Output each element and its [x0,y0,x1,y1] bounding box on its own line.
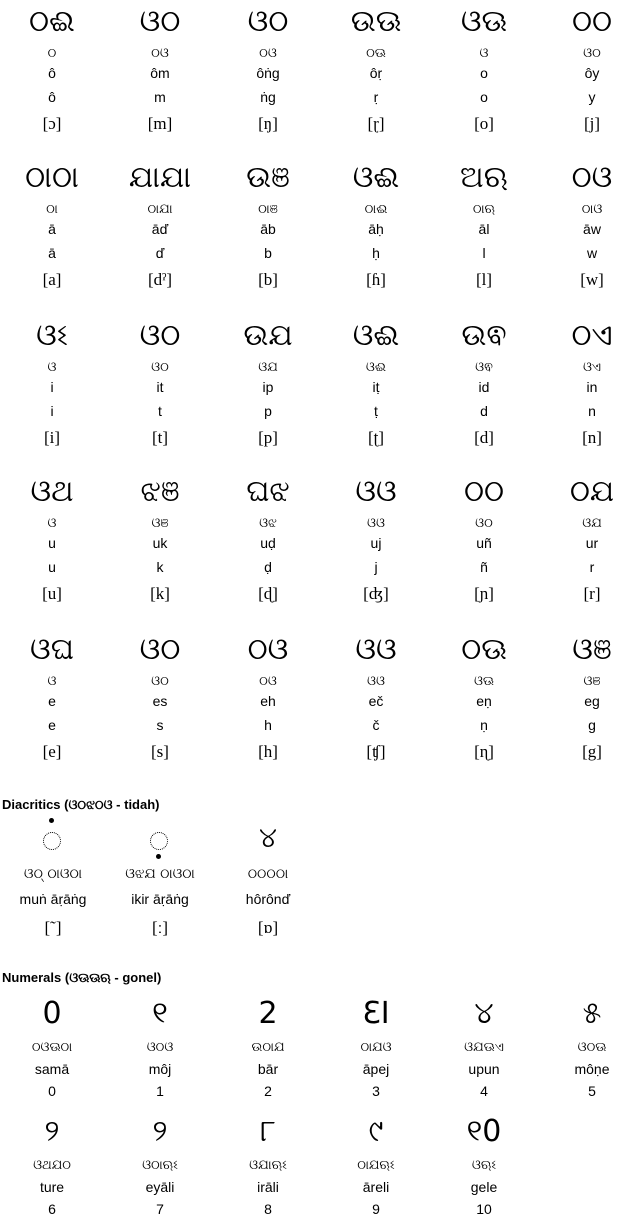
letter-romanization: ḥ [372,245,380,261]
diacritic-word: ଓଠ୍ ଠାଓଠା [23,866,83,882]
letter-transliteration: āď [151,221,169,237]
letter-ipa: [ɽ] [367,114,385,133]
letter-transliteration: it [156,379,164,395]
letter-transliteration: es [152,693,168,709]
numeral-romanization: upun [468,1061,500,1077]
numeral-glyph: ୧0 [466,1114,502,1149]
letter-combined-glyph: ଓଊ [473,674,495,689]
letter-combined-glyph: ଓ [47,516,57,531]
letter-romanization: s [156,717,164,733]
letter-transliteration: eṇ [476,693,492,709]
letter-transliteration: eh [260,693,276,709]
letter-combined-glyph: ଓଠ [583,46,601,61]
letter-combined-glyph: ଠଓ [259,46,277,61]
letter-transliteration: ôy [584,65,600,81]
letter-combined-glyph: ଓଝ [259,516,277,531]
letter-ipa: [k] [150,584,170,603]
numeral-word: ଠାଯଓ [360,1040,392,1055]
letter-transliteration: iṭ [372,379,380,395]
letter-ipa: [h] [258,742,278,761]
letter-glyph: ଓଽ [36,318,68,353]
dotted-circle-mark [43,832,61,850]
numeral-romanization: irāli [257,1179,279,1195]
diacritic-glyph: ୪ [259,821,277,854]
numeral-glyph: 2 [258,996,278,1031]
numeral-word: ଓଥଯଠ [33,1158,71,1173]
letter-ipa: [b] [258,270,278,289]
letter-transliteration: ô [48,65,56,81]
letter-romanization: r [589,559,595,575]
letter-romanization: l [482,245,486,261]
letter-transliteration: i [50,379,54,395]
letter-glyph: ଅଋ [460,160,508,195]
letter-ipa: [ɦ] [366,270,386,289]
diacritic-ipa: [ɒ] [257,918,279,937]
letter-glyph: ଓଊ [460,4,508,39]
letter-romanization: n [588,403,596,419]
numeral-glyph: 0 [42,996,62,1031]
letter-glyph: ଓଞ [572,632,612,667]
numeral-value: 8 [264,1201,272,1217]
diacritic-nukta [105,816,215,946]
numerals-title: Numerals (ଓଊଊଋ - gonel) [2,970,162,985]
letter-ipa: [ɲ] [474,584,494,603]
letter-transliteration: āb [260,221,276,237]
letter-transliteration: eg [584,693,600,709]
letter-glyph: ଓଓ [355,474,397,509]
letter-transliteration: ôṛ [369,65,383,81]
numeral-word: ଉଠାଯ [251,1040,285,1055]
letter-romanization: d [480,403,488,419]
numeral-glyph: ୪ [474,996,494,1031]
letter-ipa: [a] [42,270,62,289]
letter-ipa: [ɳ] [474,742,494,761]
numeral-word: ଓଠାଋଽ [142,1158,178,1173]
letter-romanization: i [50,403,54,419]
numeral-glyph: ୨ [152,1114,168,1149]
letter-combined-glyph: ଓ [47,674,57,689]
letter-ipa: [t] [151,428,169,447]
letter-transliteration: ôṅg [256,65,280,81]
numeral-value: 5 [588,1083,596,1099]
letter-romanization: ṇ [480,717,488,733]
letter-glyph: ଓଘ [30,632,74,667]
letter-romanization: ā [48,245,56,261]
numeral-word: ଠଓଊଠା [31,1040,73,1055]
letter-romanization: ṅg [260,89,276,105]
letter-ipa: [w] [580,270,604,289]
letter-combined-glyph: ଠଊ [366,46,386,61]
letter-transliteration: ip [262,379,274,395]
letter-glyph: ଯାଯା [128,160,192,195]
numeral-value: 9 [372,1201,380,1217]
letter-combined-glyph: ଠା [46,202,58,217]
numeral-glyph: ୨ [44,1114,60,1149]
letter-transliteration: e [48,693,56,709]
letter-combined-glyph: ଓଵ [475,360,493,375]
letter-ipa: [ɖ] [258,584,278,603]
dot-below-mark [156,854,161,859]
numeral-romanization: samā [34,1061,70,1077]
letter-combined-glyph: ଓଠ [475,516,493,531]
letter-glyph: ଓଥ [30,474,74,509]
letter-glyph: ଠଠ [571,4,613,39]
letter-transliteration: id [478,379,490,395]
letter-combined-glyph: ଠଓ [259,674,277,689]
letter-romanization: ď [155,245,165,261]
letter-combined-glyph: ଠାଓ [581,202,603,217]
diacritic-romanization: hôrônď [245,891,291,907]
letter-romanization: ô [48,89,56,105]
letter-combined-glyph: ଠଓ [151,46,169,61]
letter-transliteration: uk [152,535,168,551]
numeral-romanization: ture [39,1179,65,1195]
letter-glyph: ଠଈ [29,4,75,39]
letter-ipa: [ʈ] [367,428,385,447]
letter-romanization: t [158,403,162,419]
letter-transliteration: ur [585,535,599,551]
letter-romanization: e [48,717,56,733]
letter-transliteration: u [48,535,56,551]
letter-transliteration: uḍ [260,535,276,551]
letter-glyph: ଓଈ [352,318,400,353]
letter-combined-glyph: ଠାଈ [364,202,388,217]
letter-glyph: ଘଝ [246,474,290,509]
letter-ipa: [o] [474,114,494,133]
letter-combined-glyph: ଓଞ [151,516,169,531]
letter-combined-glyph: ଠାଯା [147,202,173,217]
numeral-romanization: môj [148,1061,172,1077]
diacritic-word: ଠଠଠଠା [247,866,289,882]
letter-transliteration: eč [368,693,384,709]
numeral-romanization: āreli [362,1179,390,1195]
numeral-word: ଓଯଊଏ [464,1040,504,1055]
numeral-romanization: bār [257,1061,279,1077]
letter-ipa: [p] [258,428,278,447]
numeral-value: 2 [264,1083,272,1099]
diacritics-title: Diacritics (ଓଠଝଠଓ - tidah) [2,797,160,812]
letter-ipa: [ʧ] [366,742,386,761]
letter-combined-glyph: ଠାଞ [258,202,278,217]
diacritic-anusvara [0,816,108,946]
diacritic-romanization: muṅ āṛāṅg [19,891,87,907]
numeral-romanization: eyāli [145,1179,175,1195]
letter-glyph: ଓଈ [352,160,400,195]
letter-glyph: ଠଓ [247,632,289,667]
letter-combined-glyph: ଠାଋ [472,202,496,217]
letter-combined-glyph: ଓଓ [367,674,385,689]
letter-combined-glyph: ଓଠ [151,360,169,375]
letter-transliteration: ôm [150,65,170,81]
numeral-word: ଓଯାଋଽ [249,1158,287,1173]
dot-above-mark [49,818,54,823]
numeral-word: ଓଠଊ [577,1040,607,1055]
numeral-glyph: ୧ [152,996,168,1031]
numeral-romanization: gele [470,1179,498,1195]
letter-romanization: b [264,245,272,261]
letter-combined-glyph: ଓ [47,360,57,375]
letter-transliteration: āl [478,221,490,237]
letter-romanization: w [586,245,598,261]
numeral-romanization: āpej [362,1061,390,1077]
letter-ipa: [g] [582,742,602,761]
letter-glyph: ଉଊ [350,4,402,39]
letter-romanization: j [374,559,378,575]
numeral-value: 7 [156,1201,164,1217]
letter-ipa: [ɔ] [42,114,62,133]
letter-romanization: h [264,717,272,733]
letter-combined-glyph: ଓଓ [367,516,385,531]
dotted-circle-mark [150,832,168,850]
letter-romanization: ṭ [374,403,378,419]
numeral-glyph: ୫ [582,996,602,1031]
numeral-romanization: môṇe [574,1061,610,1077]
letter-ipa: [n] [582,428,602,447]
numeral-value: 1 [156,1083,164,1099]
letter-transliteration: āḥ [368,221,384,237]
numeral-glyph: ୯ [368,1114,384,1149]
diacritic-word: ଓଝଯ ଠାଓଠା [125,866,195,882]
letter-transliteration: uj [370,535,382,551]
letter-glyph: ଠଏ [571,318,613,353]
letter-glyph: ଓଓ [355,632,397,667]
letter-transliteration: in [586,379,598,395]
letter-ipa: [j] [583,114,601,133]
letter-glyph: ଉଯ [243,318,293,353]
letter-romanization: ḍ [264,559,272,575]
letter-glyph: ଠଊ [461,632,507,667]
letter-ipa: [ŋ] [258,114,278,133]
letter-ipa: [s] [151,742,169,761]
letter-romanization: k [156,559,164,575]
letter-ipa: [m] [147,114,173,133]
numeral-value: 3 [372,1083,380,1099]
letter-glyph: ଓଠ [247,4,289,39]
diacritic-vowel-mark [213,816,323,946]
letter-romanization: p [264,403,272,419]
letter-glyph: ଉଵ [461,318,507,353]
letter-transliteration: ā [48,221,56,237]
letter-glyph: ଉଞ [246,160,290,195]
letter-combined-glyph: ଓଯ [582,516,602,531]
numeral-word: ଓଠଓ [146,1040,174,1055]
letter-glyph: ଝଞ [140,474,180,509]
letter-combined-glyph: ଓଯ [258,360,278,375]
letter-combined-glyph: ଓଞ [583,674,601,689]
letter-ipa: [l] [475,270,493,289]
letter-ipa: [ʤ] [363,584,389,603]
letter-ipa: [dˀ] [147,270,173,289]
letter-romanization: o [480,89,488,105]
letter-combined-glyph: ଠ [47,46,57,61]
diacritic-ipa: [˜] [44,918,62,937]
letter-ipa: [d] [474,428,494,447]
letter-romanization: ṛ [373,89,379,105]
letter-combined-glyph: ଓଈ [365,360,387,375]
letter-romanization: č [372,717,380,733]
letter-romanization: y [588,89,596,105]
letter-combined-glyph: ଓଏ [582,360,602,375]
letter-ipa: [u] [42,584,62,603]
numeral-word: ଠାଯଋଽ [357,1158,395,1173]
letter-romanization: ñ [480,559,488,575]
letter-glyph: ଠଠ [463,474,505,509]
letter-ipa: [i] [43,428,61,447]
diacritic-romanization: ikir āṛāṅg [131,891,189,907]
letter-glyph: ଠାଠା [25,160,79,195]
letter-glyph: ଓଠ [139,4,181,39]
letter-glyph: ଠଓ [571,160,613,195]
letter-romanization: u [48,559,56,575]
letter-romanization: m [154,89,166,105]
letter-transliteration: uñ [476,535,492,551]
numeral-value: 10 [476,1201,492,1217]
letter-transliteration: o [480,65,488,81]
letter-romanization: g [588,717,596,733]
numeral-glyph: ƐI [362,996,390,1031]
numeral-value: 6 [48,1201,56,1217]
letter-glyph: ଓଠ [139,632,181,667]
letter-combined-glyph: ଓଠ [151,674,169,689]
numeral-value: 4 [480,1083,488,1099]
letter-combined-glyph: ଓ [479,46,489,61]
letter-transliteration: āw [583,221,601,237]
letter-ipa: [e] [42,742,62,761]
numeral-value: 0 [48,1083,56,1099]
letter-glyph: ଠଯ [569,474,615,509]
letter-glyph: ଓଠ [139,318,181,353]
diacritic-ipa: [ː] [151,918,169,937]
numeral-glyph: ୮ [260,1114,276,1149]
letter-ipa: [r] [583,584,601,603]
numeral-word: ଓଋଽ [471,1158,497,1173]
